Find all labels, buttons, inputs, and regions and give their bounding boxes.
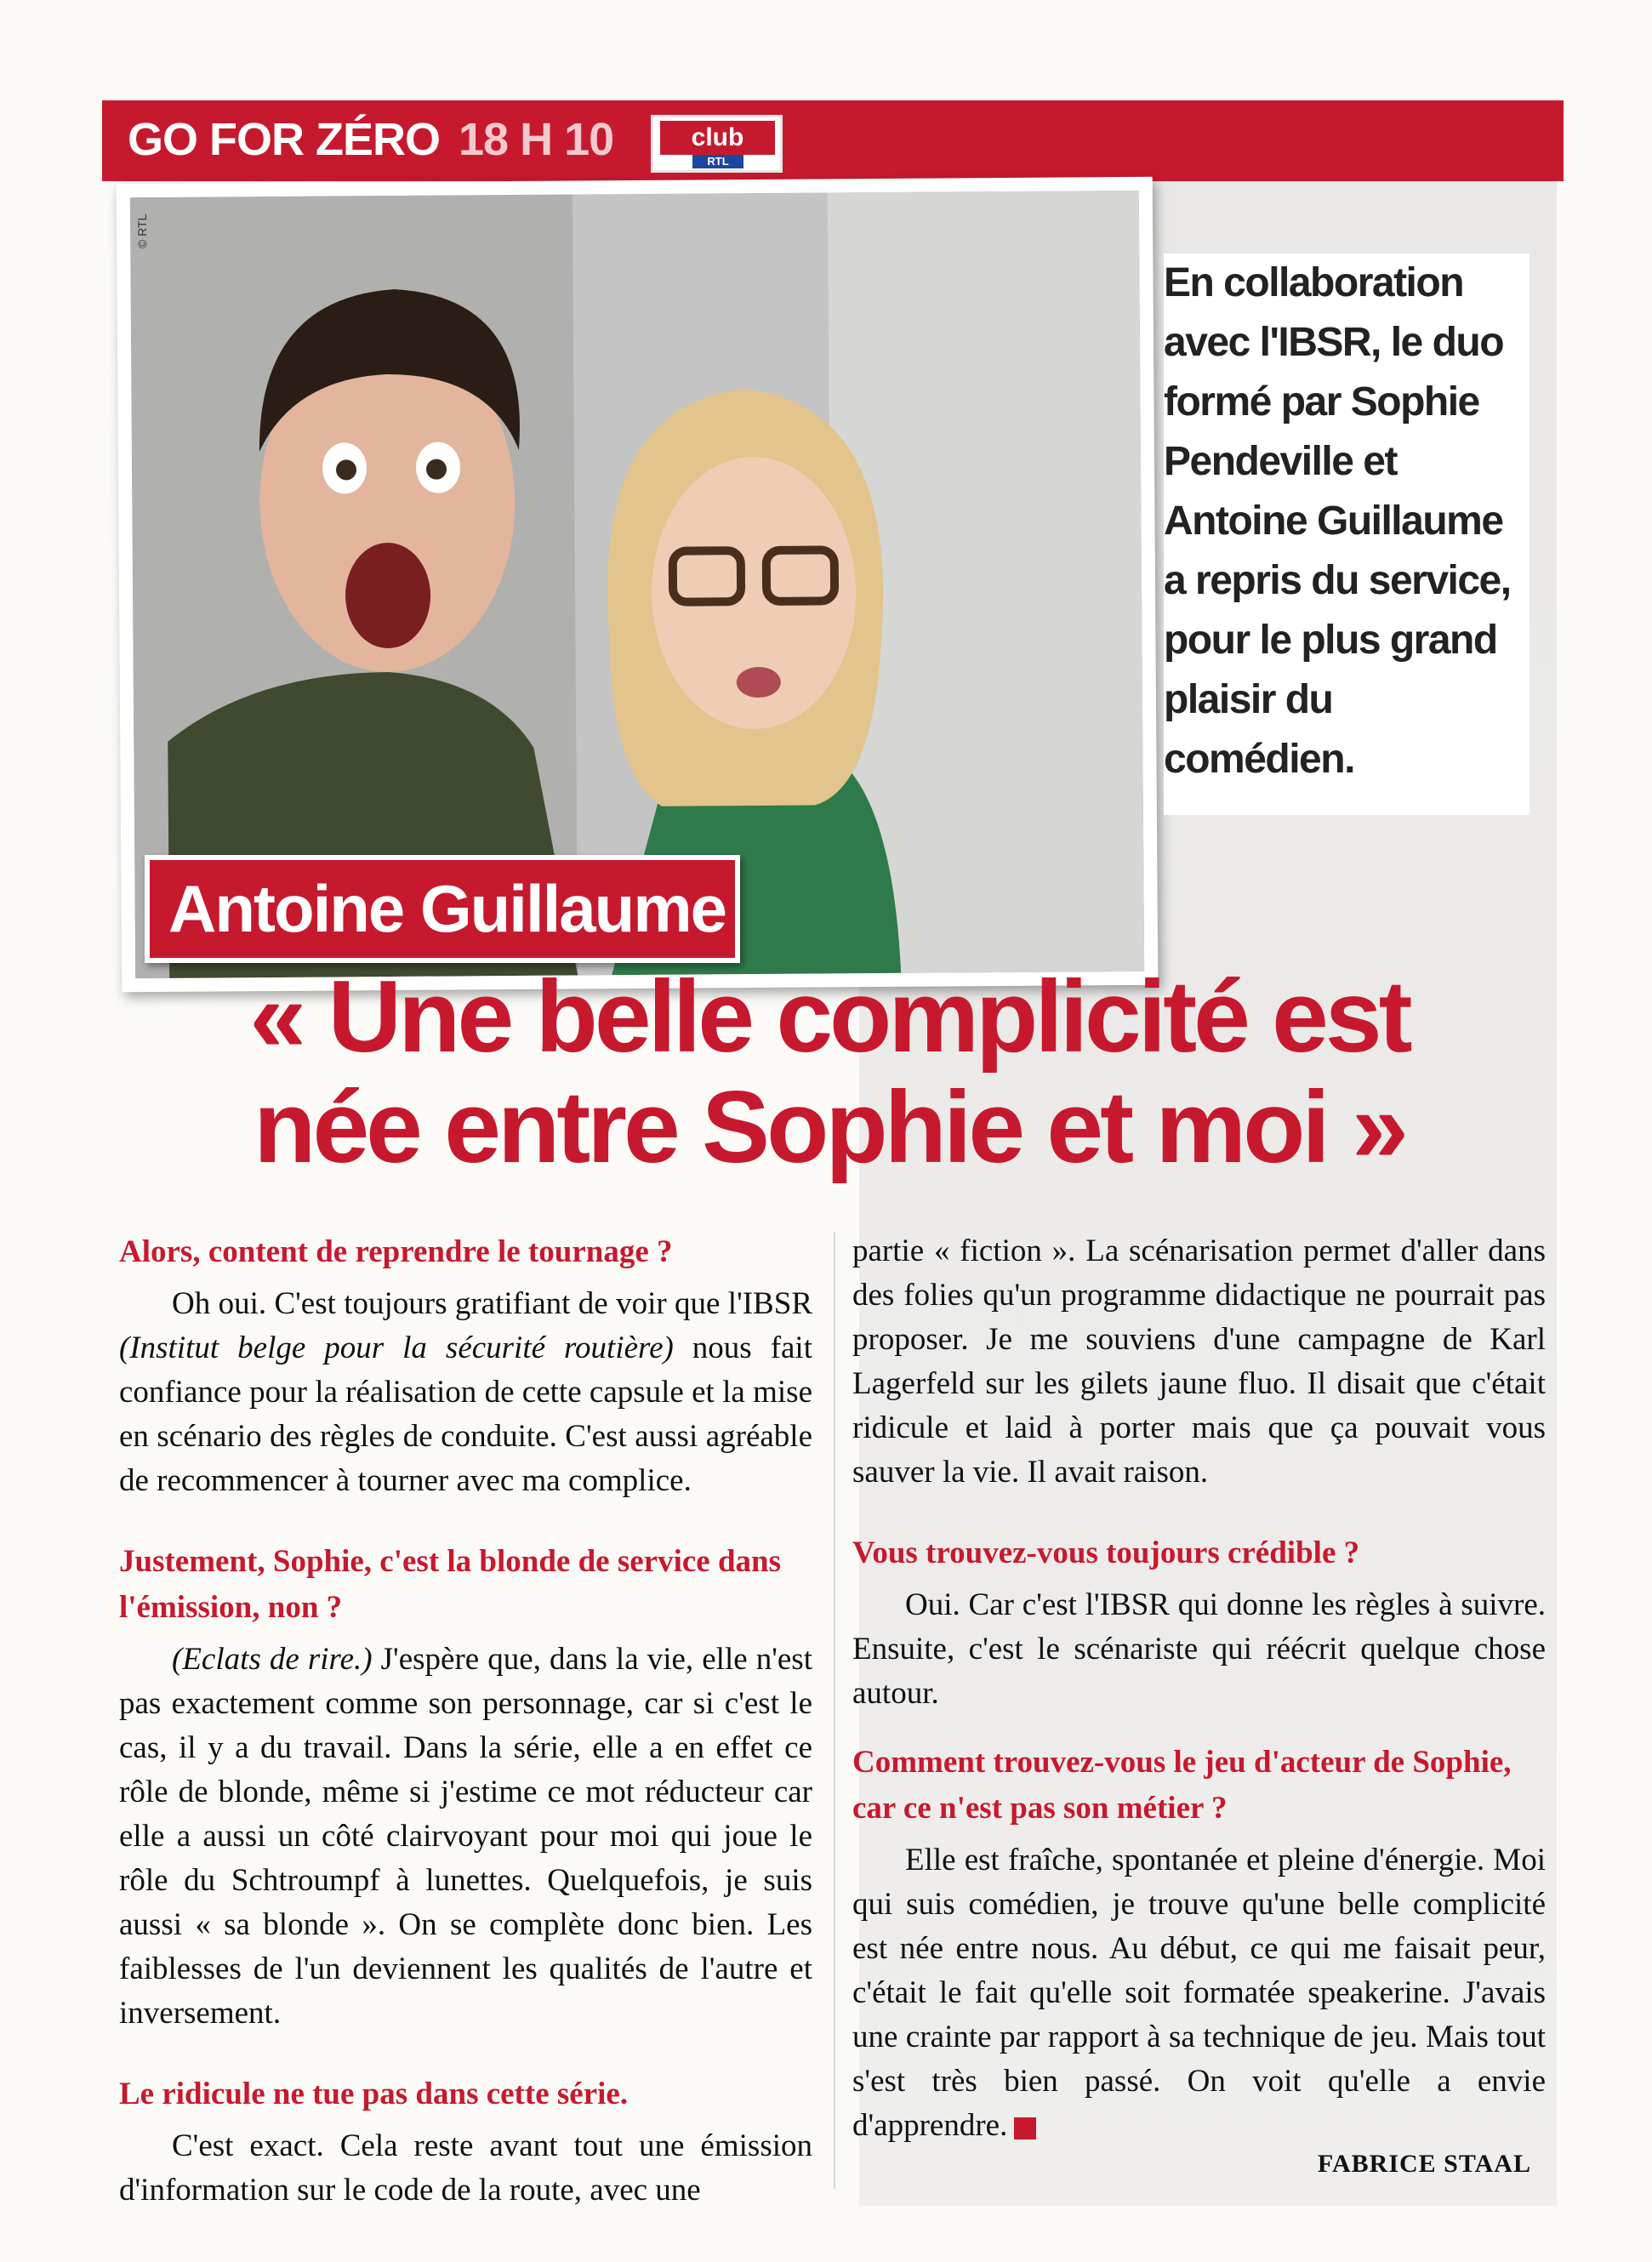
header-band: [102, 100, 1564, 181]
headline-line-1: « Une belle complicité est: [249, 960, 1410, 1074]
question-2: Justement, Sophie, c'est la blonde de service dans l'émission, non ?: [119, 1544, 782, 1625]
answer-5-text: Elle est fraîche, spontanée et pleine d'énergie. Moi qui suis comédien, je trouve qu'une belle complicité est née entre nous. Au début, ce qui me faisait peur, c'était le fait qu'elle soit formatée speakerine. J'avais une crainte par rapport à sa technique de jeu. Mais tout s'est très bien passé. On voit qu'elle a envie d'apprendre.: [852, 1843, 1546, 2143]
answer-1: [119, 1282, 812, 1503]
show-title-line: [128, 112, 613, 167]
show-title: GO FOR ZÉRO: [128, 114, 440, 165]
article-column-left: [119, 1229, 812, 2213]
question-3: Le ridicule ne tue pas dans cette série.: [119, 2077, 629, 2111]
club-logo-text: club: [660, 121, 775, 155]
answer-1-end: nous fait confiance pour la réalisation de cette capsule et la mise en scénario des règles de conduite. C'est aussi agréable de recommencer à tourner avec ma complice.: [119, 1330, 812, 1498]
intro-box: [1164, 254, 1530, 815]
photo-caption-bar: [145, 855, 740, 963]
article-column-right: [852, 1229, 1546, 2148]
club-rtl-logo: [651, 115, 783, 173]
rtl-logo-text: RTL: [692, 155, 743, 168]
answer-1-aside: (Institut belge pour la sécurité routière): [119, 1330, 674, 1365]
question-4: Vous trouvez-vous toujours crédible ?: [852, 1536, 1360, 1570]
photo-caption-name: Antoine Guillaume: [168, 871, 726, 946]
intro-text: En collaboration avec l'IBSR, le duo formé par Sophie Pendeville et Antoine Guillaume a repris du service, pour le plus grand plaisir du comédien.: [1164, 260, 1511, 782]
answer-2: [119, 1638, 812, 2036]
answer-5: [852, 1838, 1546, 2148]
answer-1-start: Oh oui. C'est toujours gratifiant de voir que l'IBSR: [172, 1286, 812, 1321]
headline: [132, 961, 1527, 1182]
column-divider: [834, 1232, 835, 2189]
end-of-article-square: [1014, 2117, 1036, 2139]
question-1: Alors, content de reprendre le tournage ?: [119, 1234, 673, 1269]
answer-4: Oui. Car c'est l'IBSR qui donne les règles à suivre. Ensuite, c'est le scénariste qui réécrit quelque chose autour.: [852, 1587, 1546, 1711]
question-5: Comment trouvez-vous le jeu d'acteur de Sophie, car ce n'est pas son métier ?: [852, 1745, 1512, 1826]
answer-3-part-2: partie « fiction ». La scénarisation permet d'aller dans des folies qu'un programme didactique ne pourrait pas proposer. Je me souviens d'une campagne de Karl Lagerfeld sur les gilets jaune fluo. Il disait que c'était ridicule et laid à porter mais que ça pouvait vous sauver la vie. Il avait raison.: [852, 1234, 1546, 1490]
answer-3-part-1: C'est exact. Cela reste avant tout une émission d'information sur le code de la route, avec une: [119, 2128, 812, 2208]
author-signature: FABRICE STAAL: [1317, 2150, 1531, 2178]
photo-credit: © RTL: [134, 214, 150, 249]
headline-line-2: née entre Sophie et moi »: [253, 1070, 1405, 1184]
show-time: 18 H 10: [459, 114, 614, 165]
answer-2-aside: (Eclats de rire.): [172, 1642, 373, 1677]
answer-2-text: J'espère que, dans la vie, elle n'est pas exactement comme son personnage, car si c'est le cas, il y a du travail. Dans la série, elle a en effet ce rôle de blonde, même si j'estime ce mot réducteur car elle a aussi un côté clairvoyant pour moi qui joue le rôle du Schtroumpf à lunettes. Quelquefois, je suis aussi « sa blonde ». On se complète donc bien. Les faiblesses de l'un deviennent les qualités de l'autre et inversement.: [119, 1642, 812, 2031]
